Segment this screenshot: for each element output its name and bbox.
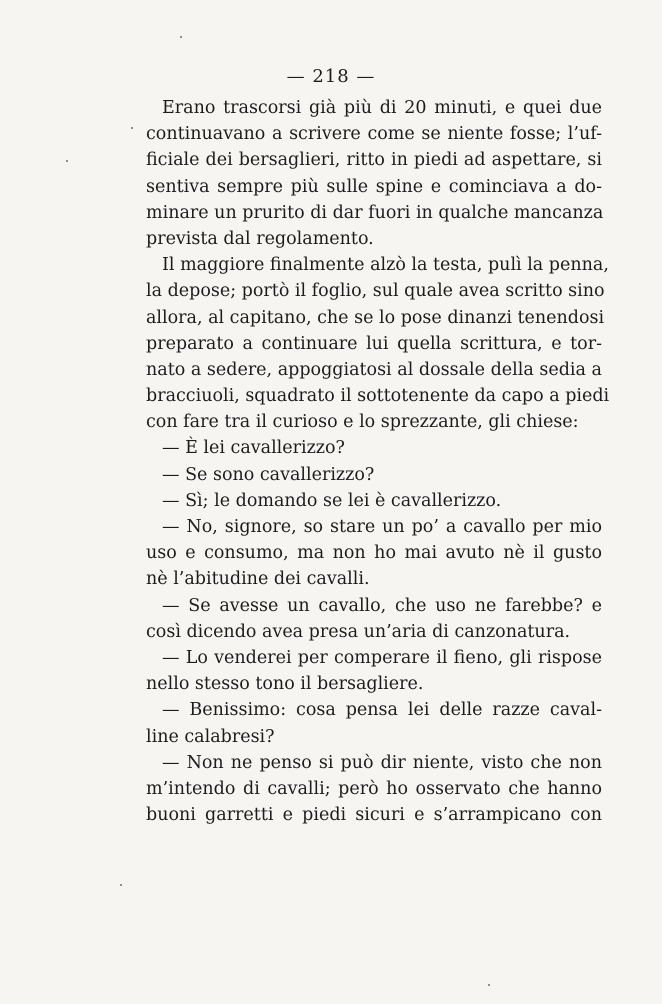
- text-line: buoni garretti e piedi sicuri e s’arrampicano con: [146, 805, 602, 826]
- paper-speck: [120, 884, 122, 886]
- body-text: [146, 95, 610, 828]
- text-line: Erano trascorsi già più di 20 minuti, e quei due: [162, 98, 602, 118]
- text-line: line calabresi?: [146, 726, 275, 747]
- text-line: ficiale dei bersaglieri, ritto in piedi ad aspettare, si: [146, 150, 602, 171]
- text-line: con fare tra il curioso e lo sprezzante, gli chiese:: [146, 412, 579, 433]
- paper-speck: [180, 36, 182, 38]
- text-line: — Sì; le domando se lei è cavallerizzo.: [162, 490, 502, 511]
- text-line: sentiva sempre più sulle spine e cominciava a do-: [146, 176, 602, 197]
- text-line: — Non ne penso si può dir niente, visto che non: [162, 752, 602, 773]
- text-line: nello stesso tono il bersagliere.: [146, 674, 424, 695]
- text-line: continuavano a scrivere come se niente fosse; l’uf-: [146, 124, 602, 145]
- text-line: la depose; portò il foglio, sul quale avea scritto sino: [146, 281, 605, 302]
- paper-speck: [488, 984, 490, 986]
- text-line: — No, signore, so stare un po’ a cavallo per mio: [162, 517, 602, 537]
- paper-speck: [131, 127, 133, 129]
- text-line: m’intendo di cavalli; però ho osservato che hanno: [146, 778, 602, 799]
- text-line: nato a sedere, appoggiatosi al dossale della sedia a: [146, 359, 602, 380]
- text-line: minare un prurito di dar fuori in qualche mancanza: [146, 202, 604, 223]
- text-line: — È lei cavallerizzo?: [162, 438, 345, 459]
- text-line: uso e consumo, ma non ho mai avuto nè il gusto: [146, 543, 602, 564]
- page-number: — 218 —: [286, 66, 376, 87]
- text-line: così dicendo avea presa un’aria di canzonatura.: [146, 621, 571, 642]
- text-line: bracciuoli, squadrato il sottotenente da capo a piedi: [146, 386, 610, 407]
- text-line: prevista dal regolamento.: [146, 228, 374, 249]
- text-line: preparato a continuare lui quella scrittura, e tor-: [146, 333, 602, 354]
- text-line: allora, al capitano, che se lo pose dinanzi tenendosi: [146, 307, 605, 328]
- text-line: — Lo venderei per comperare il fieno, gli rispose: [162, 647, 602, 668]
- text-line: — Se sono cavallerizzo?: [162, 464, 375, 485]
- text-line: — Se avesse un cavallo, che uso ne farebbe? e: [162, 595, 602, 616]
- text-line: Il maggiore finalmente alzò la testa, pulì la penna,: [162, 255, 609, 276]
- paper-speck: [66, 160, 68, 162]
- text-line: — Benissimo: cosa pensa lei delle razze caval-: [162, 700, 602, 721]
- text-line: nè l’abitudine dei cavalli.: [146, 569, 370, 590]
